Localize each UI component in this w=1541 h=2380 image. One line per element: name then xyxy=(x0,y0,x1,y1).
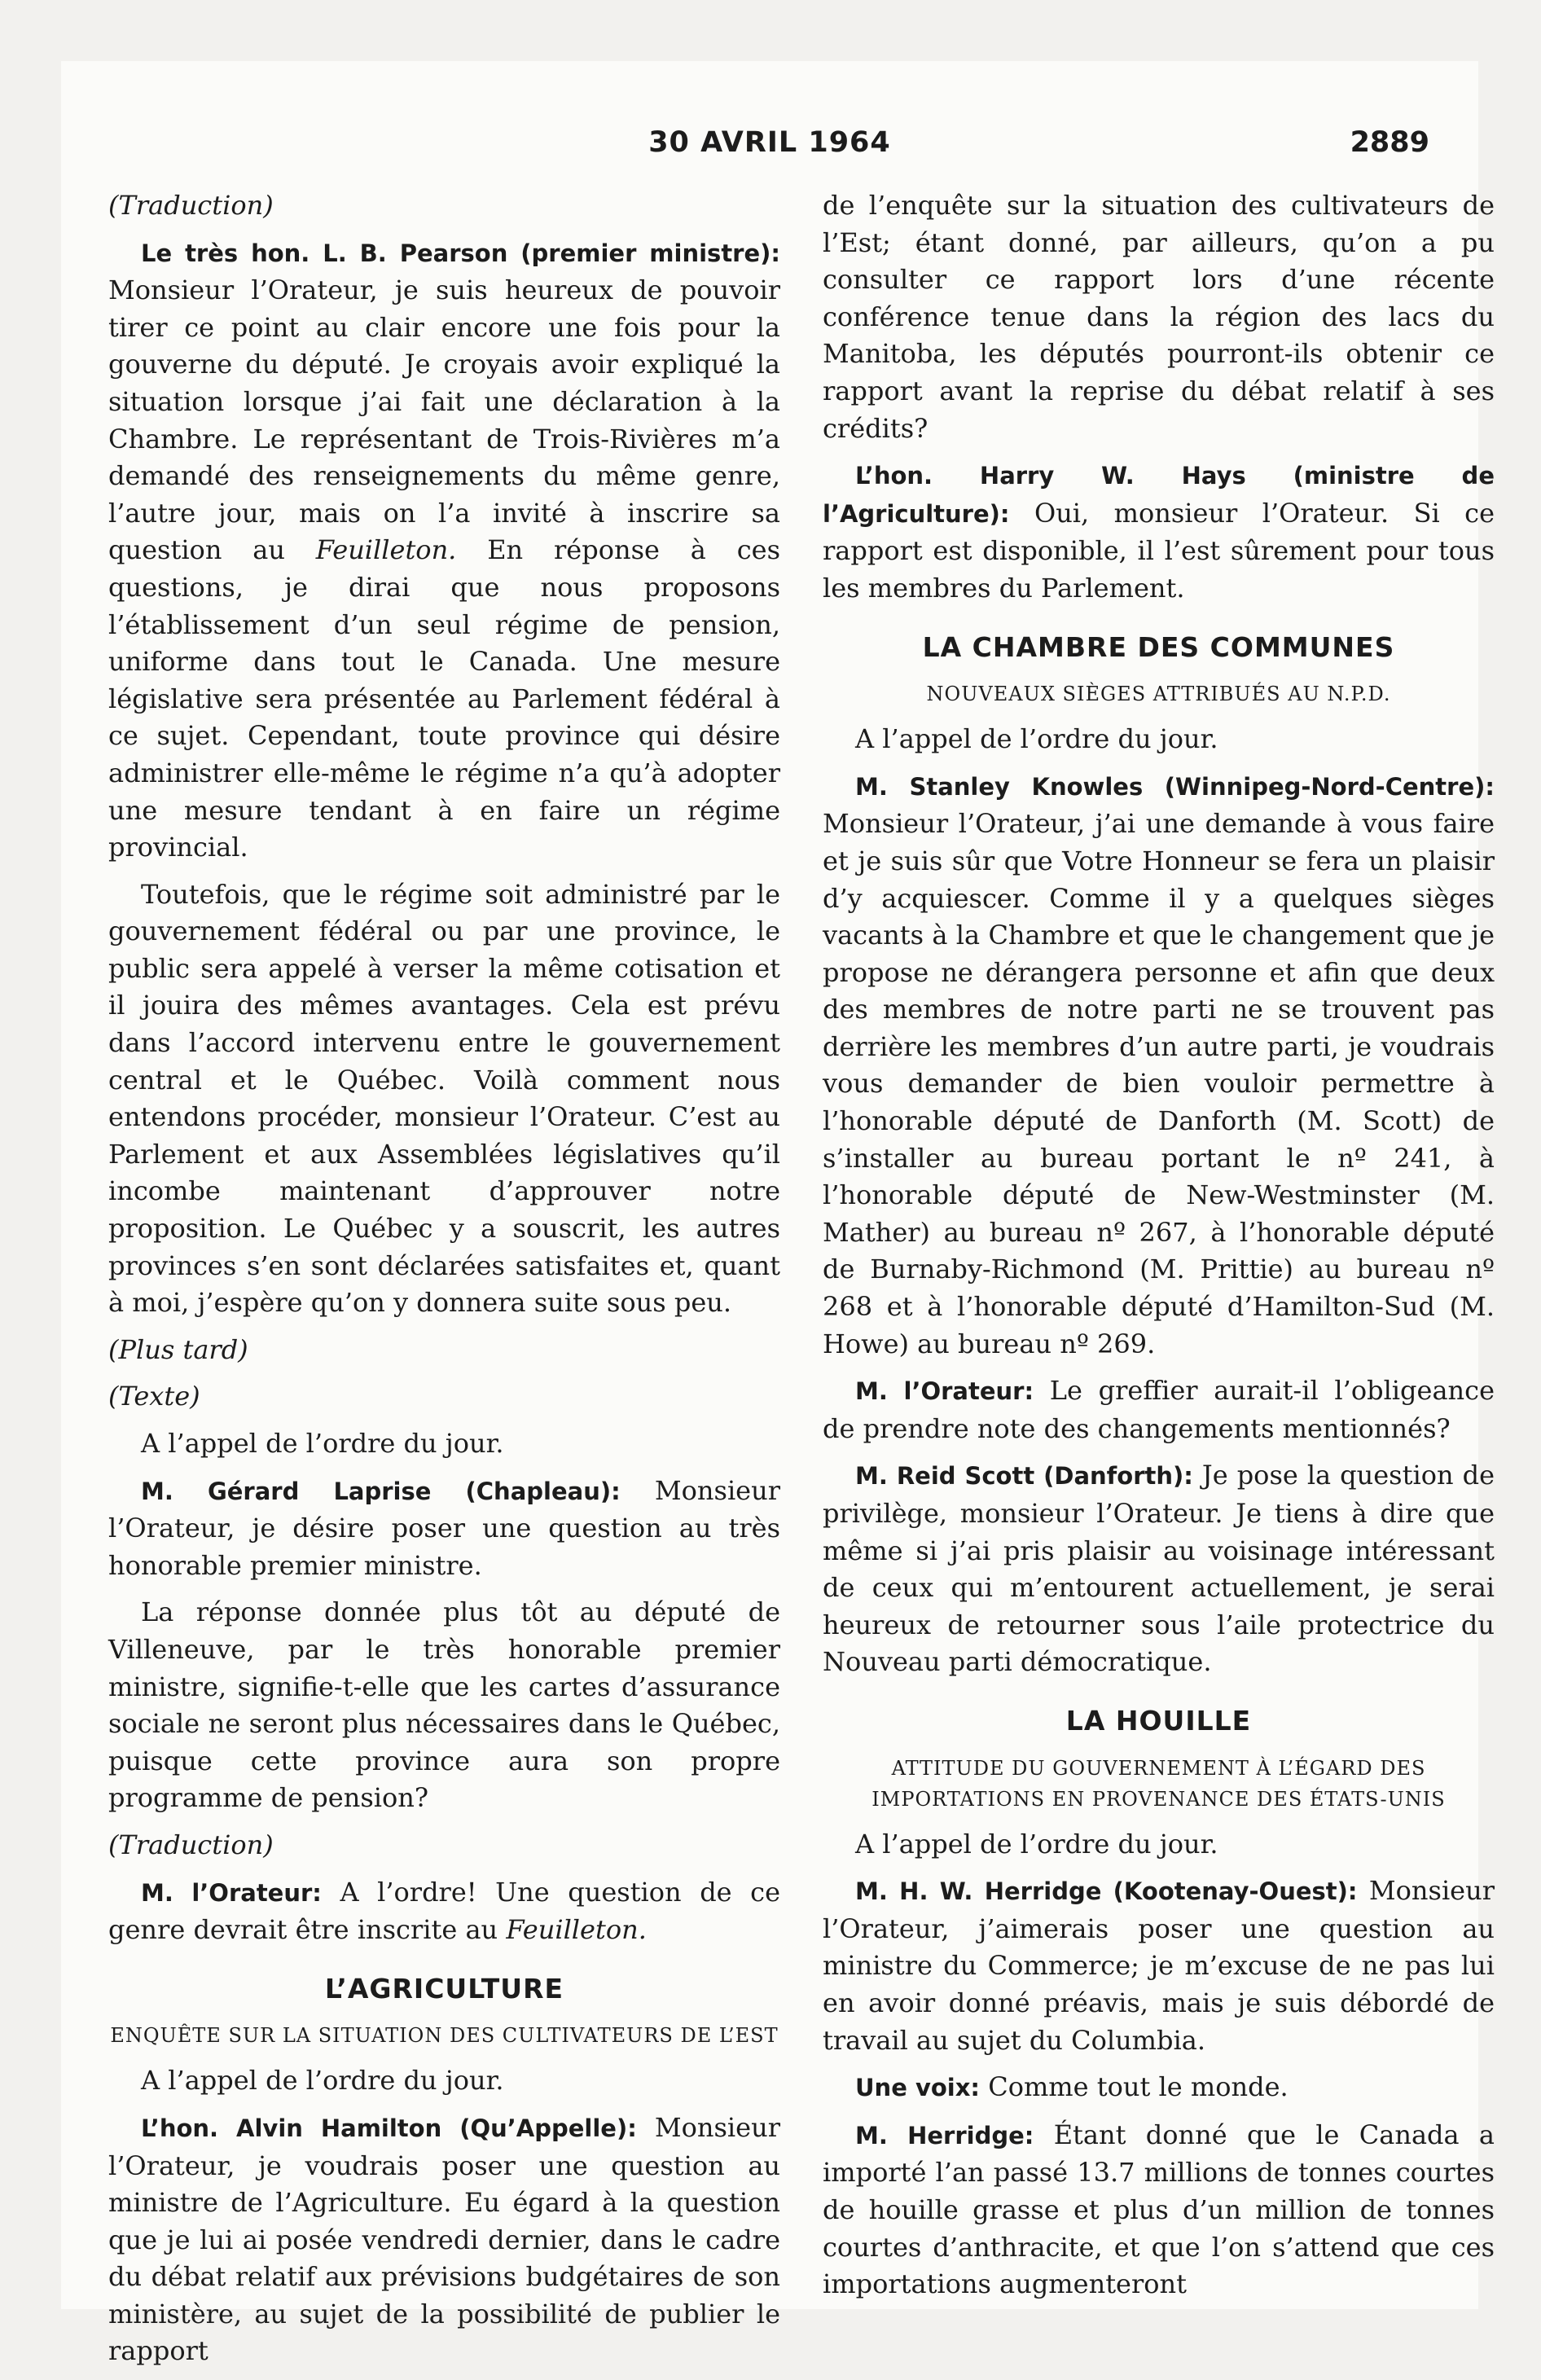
left-column xyxy=(108,187,780,2380)
paragraph: La réponse donnée plus tôt au député de Villeneuve, par le très honorable premier ministre, signifie-t-elle que les cartes d’assurance sociale ne seront plus nécessaires dans le Québec, puisque cette province aura son propre programme de pension? xyxy=(108,1596,780,1814)
paragraph: M. Reid Scott (Danforth): Je pose la question de privilège, monsieur l’Orateur. Je tiens à dire que même si j’ai pris plaisir au voisinage intéressant de ceux qui m’entourent actuellement, je serai heureux de retourner sous l’aile protectrice du Nouveau parti démocratique. xyxy=(823,1460,1495,1678)
right-column xyxy=(823,187,1495,2313)
speaker-name: M. Stanley Knowles (Winnipeg-Nord-Centre): xyxy=(855,772,1495,801)
section-title: LA HOUILLE xyxy=(1065,1704,1252,1737)
section-subtitle: ENQUÊTE SUR LA SITUATION DES CULTIVATEURS DE L’EST xyxy=(110,2024,779,2048)
paragraph: Toutefois, que le régime soit administré par le gouvernement fédéral ou par une province, le public sera appelé à verser la même cotisation et il jouira des mêmes avantages. Cela est prévu dans l’accord intervenu entre le gouvernement central et le Québec. Voilà comment nous entendons procéder, monsieur l’Orateur. C’est au Parlement et aux Assemblées législatives qu’il incombe maintenant d’approuver notre proposition. Le Québec y a souscrit, les autres provinces s’en sont déclarées satisfaites et, quant à moi, j’espère qu’on y donnera suite sous peu. xyxy=(108,878,780,1319)
section-subtitle: ATTITUDE DU GOUVERNEMENT À L’ÉGARD DES IMPORTATIONS EN PROVENANCE DES ÉTATS-UNIS xyxy=(871,1756,1446,1811)
paragraph: M. Herridge: Étant donné que le Canada a importé l’an passé 13.7 millions de tonnes courtes de houille grasse et plus d’un million de tonnes courtes d’anthracite, et que l’on s’attend que ces importations augmenteront xyxy=(823,2119,1495,2300)
speaker-name: M. H. W. Herridge (Kootenay-Ouest): xyxy=(855,1877,1358,1906)
paragraph: M. Stanley Knowles (Winnipeg-Nord-Centre): Monsieur l’Orateur, j’ai une demande à vous faire et je suis sûr que Votre Honneur se fera un plaisir d’y acquiescer. Comme il y a quelques sièges vacants à la Chambre et que le changement que je propose ne dérangera personne et afin que deux des membres de notre parti ne se trouvent pas derrière les membres d’un autre parti, je voudrais vous demander de bien vouloir permettre à l’honorable député de Danforth (M. Scott) de s’installer au bureau portant le nº 241, à l’honorable député de New-Westminster (M. Mather) au bureau nº 267, à l’honorable député de Burnaby-Richmond (M. Prittie) au bureau nº 268 et à l’honorable député d’Hamilton-Sud (M. Howe) au bureau nº 269. xyxy=(823,772,1495,1359)
speaker-name: M. l’Orateur: xyxy=(855,1377,1034,1406)
speaker-name: L’hon. Harry W. Hays (ministre de l’Agriculture): xyxy=(823,462,1495,528)
speaker-name: M. Herridge: xyxy=(855,2121,1034,2149)
page-header xyxy=(61,126,1478,175)
section-title: L’AGRICULTURE xyxy=(324,1972,564,2005)
speaker-name: M. l’Orateur: xyxy=(141,1878,322,1907)
procedural-note: (Texte) xyxy=(108,1381,200,1412)
hansard-page xyxy=(61,61,1495,2367)
paragraph: de l’enquête sur la situation des cultivateurs de l’Est; étant donné, par ailleurs, qu’on a pu consulter ce rapport lors d’une récente conférence tenue dans la région des lacs du Manitoba, les députés pourront-ils obtenir ce rapport avant la reprise du débat relatif à ses crédits? xyxy=(823,190,1495,444)
speaker-name: M. Gérard Laprise (Chapleau): xyxy=(141,1477,621,1505)
section-subtitle: NOUVEAUX SIÈGES ATTRIBUÉS AU N.P.D. xyxy=(926,683,1391,706)
paragraph: M. H. W. Herridge (Kootenay-Ouest): Monsieur l’Orateur, j’aimerais poser une question au ministre du Commerce; je m’excuse de ne pas lui en avoir donné préavis, mais je suis débordé de travail au sujet du Columbia. xyxy=(823,1875,1495,2056)
paragraph: A l’appel de l’ordre du jour. xyxy=(141,2065,504,2097)
translation-note: (Traduction) xyxy=(108,190,274,221)
speaker-name: Une voix: xyxy=(855,2074,981,2102)
translation-note: (Traduction) xyxy=(108,1829,274,1860)
paragraph: M. Gérard Laprise (Chapleau): Monsieur l’Orateur, je désire poser une question au très honorable premier ministre. xyxy=(108,1474,781,1581)
paragraph: M. l’Orateur: A l’ordre! Une question de ce genre devrait être inscrite au Feuilleton. xyxy=(108,1876,781,1946)
paragraph: M. l’Orateur: Le greffier aurait-il l’obligeance de prendre note des changements mentionnés? xyxy=(823,1375,1495,1444)
section-title: LA CHAMBRE DES COMMUNES xyxy=(922,630,1395,663)
procedural-note: (Plus tard) xyxy=(108,1333,248,1365)
paragraph: L’hon. Harry W. Hays (ministre de l’Agriculture): Oui, monsieur l’Orateur. Si ce rapport est disponible, il l’est sûrement pour tous les membres du Parlement. xyxy=(823,462,1495,604)
page-date: 30 AVRIL 1964 xyxy=(648,126,891,159)
speaker-name: L’hon. Alvin Hamilton (Qu’Appelle): xyxy=(141,2114,637,2142)
speaker-name: M. Reid Scott (Danforth): xyxy=(855,1462,1193,1491)
paragraph: Le très hon. L. B. Pearson (premier ministre): Monsieur l’Orateur, je suis heureux de pouvoir tirer ce point au clair encore une fois pour la gouverne du député. Je croyais avoir expliqué la situation lorsque j’ai fait une déclaration à la Chambre. Le représentant de Trois-Rivières m’a demandé des renseignements du même genre, l’autre jour, mais on l’a invité à inscrire sa question au Feuilleton. En réponse à ces questions, je dirai que nous proposons l’établissement d’un seul régime de pension, uniforme dans tout le Canada. Une mesure législative sera présentée au Parlement fédéral à ce sujet. Cependant, toute province qui désire administrer elle-même le régime n’a qu’à adopter une mesure tendant à en faire un régime provincial. xyxy=(108,239,780,863)
speaker-name: Le très hon. L. B. Pearson (premier ministre): xyxy=(141,239,780,267)
paragraph: A l’appel de l’ordre du jour. xyxy=(855,1828,1218,1860)
paragraph: A l’appel de l’ordre du jour. xyxy=(141,1428,504,1459)
page-number: 2889 xyxy=(1350,126,1429,159)
paragraph: Une voix: Comme tout le monde. xyxy=(855,2071,1289,2103)
paragraph: L’hon. Alvin Hamilton (Qu’Appelle): Monsieur l’Orateur, je voudrais poser une question au ministre de l’Agriculture. Eu égard à la question que je lui ai posée vendredi dernier, dans le cadre du débat relatif aux prévisions budgétaires de son ministère, au sujet de la possibilité de publier le rapport xyxy=(108,2111,780,2367)
paragraph: A l’appel de l’ordre du jour. xyxy=(855,723,1218,755)
